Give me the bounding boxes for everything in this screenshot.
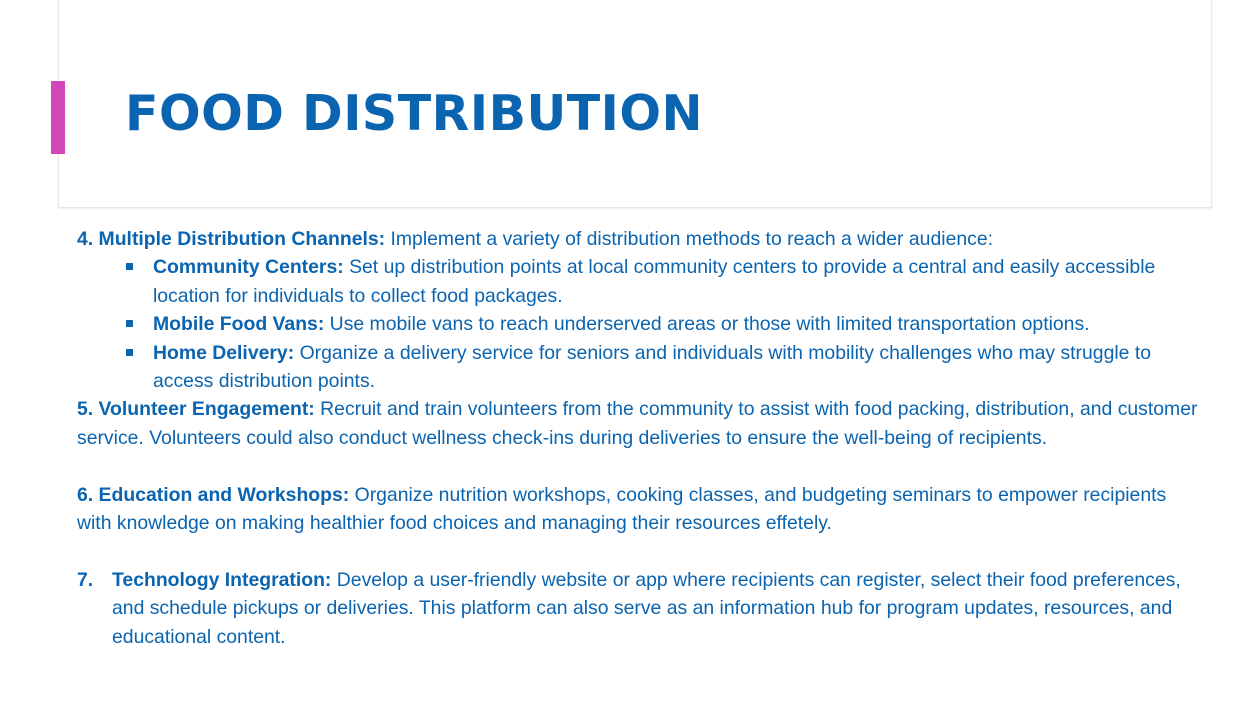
bullet-text: Use mobile vans to reach underserved areas or those with limited transportation options. <box>324 313 1090 336</box>
bullet-home-delivery <box>153 339 1205 396</box>
accent-bar <box>51 81 65 154</box>
section-5 <box>77 395 1205 452</box>
bullet-text: Set up distribution points at local community centers to provide a central and easily accessible location for individuals to collect food packages. <box>153 256 1156 307</box>
section-5-text: Recruit and train volunteers from the community to assist with food packing, distribution, and customer service. Volunteers could also conduct wellness check-ins during deliveries to ensure the well-being of recipients. <box>77 398 1198 449</box>
section-5-heading: 5. Volunteer Engagement: <box>77 398 315 421</box>
distribution-channels-list <box>77 253 1205 395</box>
section-7-number: 7. <box>77 568 94 591</box>
slide-body <box>77 225 1205 651</box>
bullet-heading: Mobile Food Vans: <box>153 313 325 336</box>
bullet-text: Organize a delivery service for seniors and individuals with mobility challenges who may struggle to access distribution points. <box>153 341 1152 393</box>
section-4-text: Implement a variety of distribution methods to reach a wider audience: <box>385 228 993 250</box>
bullet-heading: Community Centers: <box>153 256 344 279</box>
slide-title: FOOD DISTRIBUTION <box>125 85 704 142</box>
section-7-text: Develop a user-friendly website or app where recipients can register, select their food preferences, and schedule pickups or deliveries. This platform can also serve as an information hub for program updates, resources, and educational content. <box>112 568 1181 648</box>
bullet-mobile-food-vans <box>153 310 1205 338</box>
bullet-heading: Home Delivery: <box>153 341 295 364</box>
section-4 <box>77 225 1205 253</box>
paragraph-gap <box>77 452 1205 480</box>
bullet-community-centers <box>153 253 1205 310</box>
section-6 <box>77 481 1205 538</box>
section-7-heading: Technology Integration: <box>112 568 332 591</box>
section-7-body <box>112 566 1205 651</box>
section-6-text: Organize nutrition workshops, cooking classes, and budgeting seminars to empower recipients with knowledge on making healthier food choices and managing their resources effetely. <box>77 483 1167 535</box>
section-4-heading: 4. Multiple Distribution Channels: <box>77 228 386 250</box>
paragraph-gap <box>77 537 1205 565</box>
section-7 <box>77 566 1205 651</box>
section-6-heading: 6. Education and Workshops: <box>77 483 350 506</box>
